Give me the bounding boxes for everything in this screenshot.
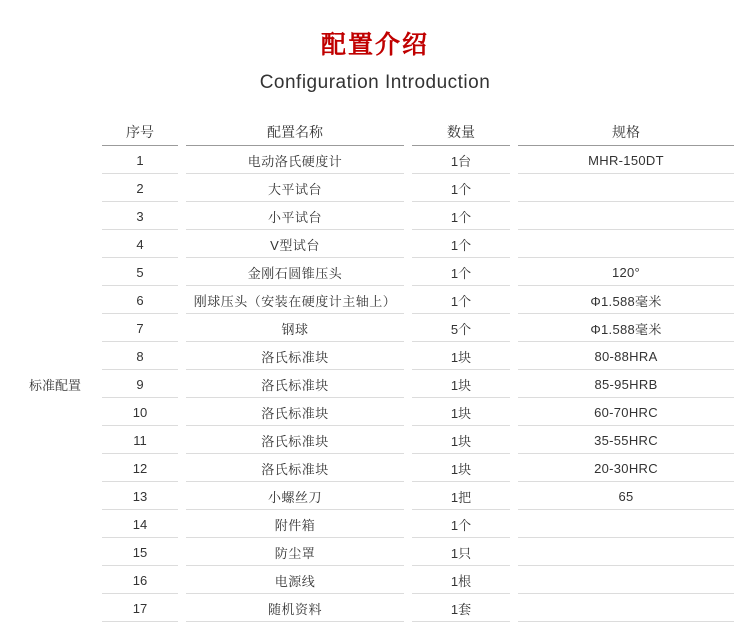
cell-qty: 1块 xyxy=(408,342,514,370)
cell-name: 洛氏标准块 xyxy=(182,426,408,454)
cell-name: 小平试台 xyxy=(182,202,408,230)
cell-qty: 1个 xyxy=(408,230,514,258)
table-row xyxy=(12,482,738,510)
cell-spec xyxy=(514,566,738,594)
cell-name: V型试台 xyxy=(182,230,408,258)
cell-spec: 120° xyxy=(514,258,738,286)
cell-spec: 60-70HRC xyxy=(514,398,738,426)
cell-qty: 1块 xyxy=(408,454,514,482)
cell-name: 洛氏标准块 xyxy=(182,370,408,398)
cell-qty: 1块 xyxy=(408,426,514,454)
cell-name: 大平试台 xyxy=(182,174,408,202)
table-header-row xyxy=(12,118,738,146)
table-row xyxy=(12,370,738,398)
cell-spec xyxy=(514,230,738,258)
cell-no: 12 xyxy=(98,454,182,482)
cell-no: 14 xyxy=(98,510,182,538)
cell-no: 10 xyxy=(98,398,182,426)
column-header-no: 序号 xyxy=(98,118,182,146)
table-row xyxy=(12,454,738,482)
cell-no: 2 xyxy=(98,174,182,202)
cell-qty: 1块 xyxy=(408,398,514,426)
cell-qty: 1把 xyxy=(408,482,514,510)
cell-spec: Φ1.588毫米 xyxy=(514,286,738,314)
cell-no: 9 xyxy=(98,370,182,398)
cell-no: 6 xyxy=(98,286,182,314)
cell-spec xyxy=(514,538,738,566)
cell-no: 16 xyxy=(98,566,182,594)
cell-name: 电源线 xyxy=(182,566,408,594)
cell-qty: 1个 xyxy=(408,286,514,314)
cell-no: 1 xyxy=(98,146,182,174)
cell-no: 4 xyxy=(98,230,182,258)
configuration-table xyxy=(12,118,738,622)
cell-spec: 85-95HRB xyxy=(514,370,738,398)
page-title-english: Configuration Introduction xyxy=(259,72,491,93)
cell-no: 15 xyxy=(98,538,182,566)
cell-spec: MHR-150DT xyxy=(514,146,738,174)
table-row xyxy=(12,566,738,594)
cell-no: 5 xyxy=(98,258,182,286)
cell-spec: Φ1.588毫米 xyxy=(514,314,738,342)
column-header-category xyxy=(12,118,98,146)
cell-qty: 1台 xyxy=(408,146,514,174)
cell-name: 金刚石圆锥压头 xyxy=(182,258,408,286)
table-row xyxy=(12,146,738,174)
table-row xyxy=(12,202,738,230)
cell-name: 钢球 xyxy=(182,314,408,342)
page-title-chinese: 配置介绍 xyxy=(320,31,429,59)
table-row xyxy=(12,174,738,202)
table-row xyxy=(12,538,738,566)
table-row xyxy=(12,398,738,426)
cell-name: 电动洛氏硬度计 xyxy=(182,146,408,174)
cell-spec: 65 xyxy=(514,482,738,510)
table-row xyxy=(12,286,738,314)
category-label: 标准配置 xyxy=(28,377,81,393)
cell-qty: 1根 xyxy=(408,566,514,594)
cell-qty: 1只 xyxy=(408,538,514,566)
column-header-name: 配置名称 xyxy=(182,118,408,146)
table-row xyxy=(12,258,738,286)
table-row xyxy=(12,314,738,342)
table-row xyxy=(12,342,738,370)
cell-name: 随机资料 xyxy=(182,594,408,622)
table-row xyxy=(12,510,738,538)
cell-name: 防尘罩 xyxy=(182,538,408,566)
cell-name: 洛氏标准块 xyxy=(182,454,408,482)
cell-name: 小螺丝刀 xyxy=(182,482,408,510)
cell-name: 洛氏标准块 xyxy=(182,342,408,370)
cell-qty: 1个 xyxy=(408,174,514,202)
cell-spec xyxy=(514,510,738,538)
cell-no: 8 xyxy=(98,342,182,370)
table-body xyxy=(12,146,738,622)
cell-spec xyxy=(514,174,738,202)
cell-no: 7 xyxy=(98,314,182,342)
cell-qty: 1套 xyxy=(408,594,514,622)
cell-no: 13 xyxy=(98,482,182,510)
cell-no: 17 xyxy=(98,594,182,622)
cell-no: 3 xyxy=(98,202,182,230)
cell-spec: 35-55HRC xyxy=(514,426,738,454)
cell-name: 洛氏标准块 xyxy=(182,398,408,426)
cell-qty: 1个 xyxy=(408,202,514,230)
table-row xyxy=(12,426,738,454)
cell-name: 附件箱 xyxy=(182,510,408,538)
cell-qty: 1块 xyxy=(408,370,514,398)
cell-spec xyxy=(514,594,738,622)
cell-spec xyxy=(514,202,738,230)
column-header-spec: 规格 xyxy=(514,118,738,146)
cell-qty: 1个 xyxy=(408,258,514,286)
cell-spec: 80-88HRA xyxy=(514,342,738,370)
table-row xyxy=(12,594,738,622)
column-header-qty: 数量 xyxy=(408,118,514,146)
cell-qty: 5个 xyxy=(408,314,514,342)
cell-no: 11 xyxy=(98,426,182,454)
cell-qty: 1个 xyxy=(408,510,514,538)
cell-name: 刚球压头（安装在硬度计主轴上） xyxy=(182,286,408,314)
cell-spec: 20-30HRC xyxy=(514,454,738,482)
table-row xyxy=(12,230,738,258)
